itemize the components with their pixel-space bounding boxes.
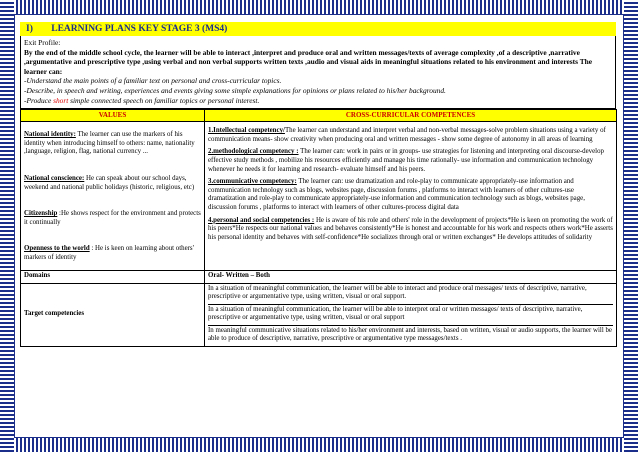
exit-profile-line-3 bbox=[24, 96, 612, 106]
page-border-top bbox=[0, 0, 638, 14]
domains-row bbox=[21, 270, 617, 283]
page-border-right bbox=[624, 0, 638, 452]
competence-item bbox=[208, 148, 613, 174]
exit-profile-line-1: -Understand the main points of a familiar text on personal and cross-curricular topics. bbox=[24, 76, 282, 86]
page-border-left bbox=[0, 0, 14, 452]
competence-item bbox=[208, 127, 613, 144]
value-title: Openness to the world bbox=[24, 245, 90, 253]
competence-title: 2.methodological competency : bbox=[208, 148, 299, 156]
value-item bbox=[24, 245, 201, 262]
exit-profile bbox=[20, 36, 616, 109]
competence-item bbox=[208, 217, 613, 243]
competence-text: The learner can: work in pairs or in groups- use strategies for listening and interpreting oral discourse-develop effective study methods , mobilize his resources efficiently and manage his time rationally- use information and communication technology whenever he needs it for learning and research- evaluate himself and his peers. bbox=[208, 148, 604, 173]
target-competencies-row bbox=[21, 283, 617, 347]
value-item bbox=[24, 175, 201, 192]
section-title-text: LEARNING PLANS KEY STAGE 3 (MS4) bbox=[51, 24, 228, 34]
exit-profile-line-2: -Describe, in speech and writing, experiences and events giving some simple explanations for opinions or plans related to his/her background. bbox=[24, 85, 446, 95]
values-header: VALUES bbox=[21, 110, 205, 122]
page-border-bottom bbox=[0, 438, 638, 452]
competences-cell bbox=[205, 122, 617, 270]
table-header-row bbox=[21, 110, 617, 122]
values-cell bbox=[21, 122, 205, 270]
competence-title: 4.personal and social competencies : bbox=[208, 216, 315, 224]
target-competency-item: In a situation of meaningful communication, the learner will be able to interpret oral or written messages/ texts of descriptive, narrative, prescriptive or argumentative type, using written, visual or oral support bbox=[208, 305, 613, 326]
section-title bbox=[20, 22, 616, 36]
line-3-start: -Produce bbox=[24, 95, 54, 105]
line-3-highlight: short bbox=[53, 95, 69, 105]
domains-value: Oral- Written – Both bbox=[205, 270, 617, 283]
learning-plan-table bbox=[20, 109, 617, 347]
value-title: National conscience: bbox=[24, 174, 85, 182]
value-text: He can speak about our school days, weekend and national public holidays (historic, religious, etc) bbox=[24, 174, 195, 191]
value-title: National identity: bbox=[24, 131, 76, 139]
line-3-end: simple connected speech on familiar topics or personal interest. bbox=[68, 95, 260, 105]
value-text: The learner can use the markers of his identity when introducing himself to others: name, nationality ,language, religion, flag, national currency ... bbox=[24, 131, 195, 156]
target-competencies-label: Target competencies bbox=[21, 283, 205, 347]
value-title: Citizenship bbox=[24, 210, 58, 218]
target-competencies-cell bbox=[205, 283, 617, 347]
value-text: : He is keen on learning about others' markers of identity bbox=[24, 245, 194, 261]
exit-profile-label: Exit Profile: bbox=[24, 38, 61, 47]
value-item bbox=[24, 131, 201, 157]
target-competency-item: In meaningful communicative situations related to his/her environment and interests, based on written, visual or audio supports, the learner will be able to produce of descriptive, narrative, prescriptive or argumentative type messages/texts . bbox=[208, 326, 612, 343]
target-competency-item: In a situation of meaningful communication, the learner will be able to interact and produce oral messages/ texts of descriptive, narrative, prescriptive or argumentative type, using written, visual or oral support. bbox=[208, 284, 613, 305]
competence-text: The learner can: use dramatization and role-play to communicate appropriately-use information and communication technology such as blogs, websites page, discussion forums , platforms to interact with learners of other cultures-use dramatization and role-play to communicate appropriately-use information and communication technology such as blogs, websites page, discussion forums , platforms to interact with learners of other cultures-process digital data bbox=[208, 178, 585, 211]
value-text: :He shows respect for the environment and protects it continually bbox=[24, 210, 201, 226]
competence-text: He is aware of his role and others' role in the development of projects*He is keen on promoting the work of his peers*He respects our national values and behaves consistently*He is honest and accountable for his work and respects others work*He asserts his personal identity and behaves with self-confidence*He socializes through oral or written exchanges* He develops attitudes of solidarity bbox=[208, 216, 613, 241]
domains-label: Domains bbox=[21, 270, 205, 283]
competence-text: The learner can understand and interpret verbal and non-verbal messages-solve problem situations using a variety of communication means- show creativity when producing oral and written messages - show some degree of autonomy in all areas of learning bbox=[208, 127, 606, 143]
values-competences-row bbox=[21, 122, 617, 270]
competences-header: CROSS-CURRICULAR COMPETENCES bbox=[205, 110, 617, 122]
section-number: I) bbox=[26, 24, 33, 34]
document-content bbox=[20, 22, 616, 347]
competence-item bbox=[208, 178, 613, 212]
exit-profile-main: By the end of the middle school cycle, the learner will be able to interact ,interpret and produce oral and written messages/texts of average complexity ,of a descriptive ,narrative ,argumentative and prescriptive type ,using verbal and non verbal supports written texts ,audio and visual aids in meaningful situations related to his environment and interests The learner can: bbox=[24, 47, 593, 76]
competence-title: 3.communicative competency: bbox=[208, 178, 297, 186]
value-item bbox=[24, 210, 201, 227]
competence-title: 1.Intellectual competency/ bbox=[208, 127, 285, 135]
